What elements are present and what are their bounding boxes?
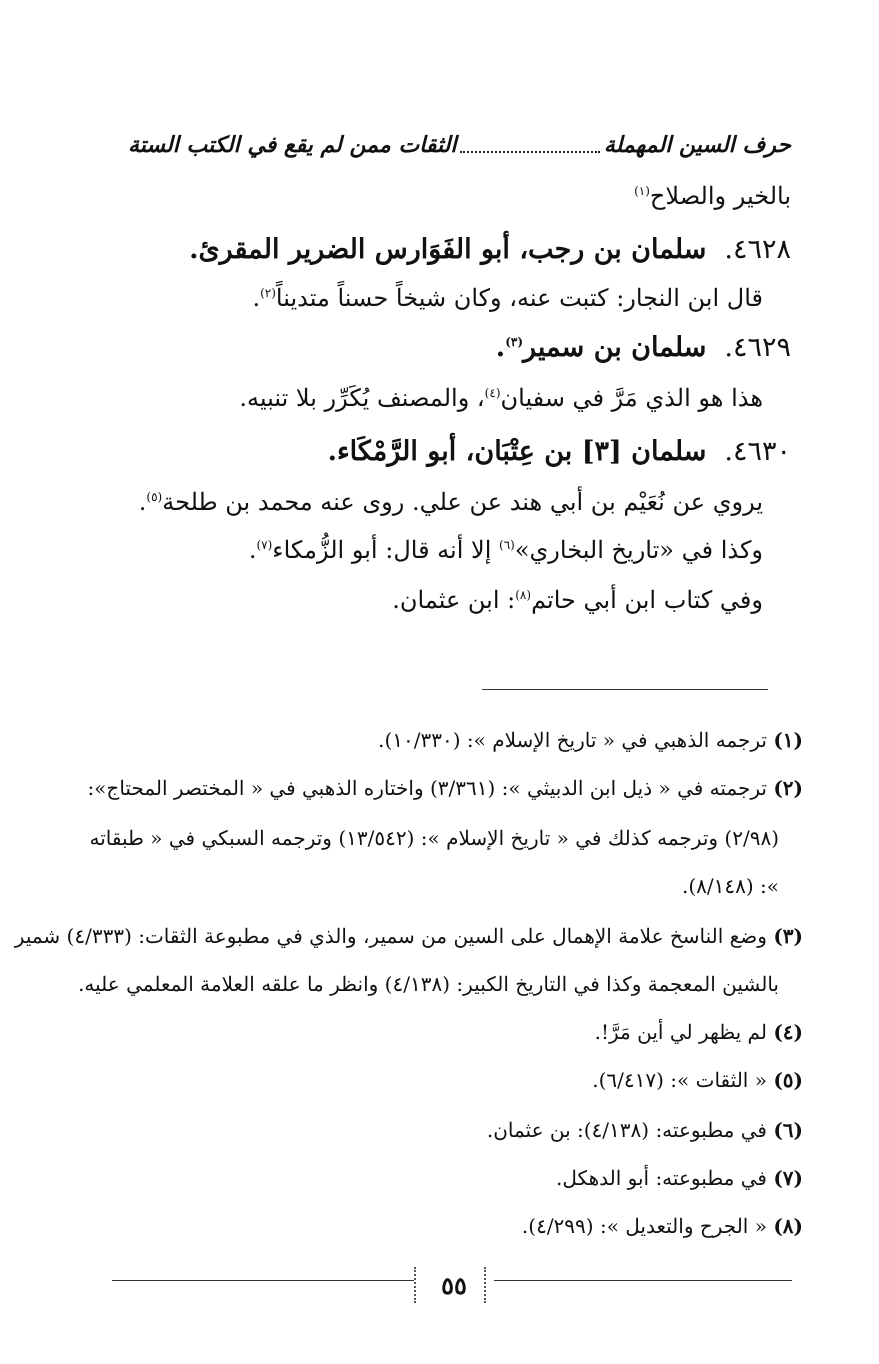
entry-4629: ٤٦٢٩.سلمان بن سمير$^{(٣)}$. <box>495 332 791 363</box>
entry-number: ٤٦٢٨. <box>724 234 791 265</box>
entry-title: سلمان بن رجب، أبو الفَوَارس الضرير المقرئ. <box>189 234 707 265</box>
text-line-6: وفي كتاب ابن أبي حاتم$^{(٨)}$: ابن عثمان. <box>392 586 763 614</box>
footnote-2-cont2: »: (٨/١٤٨). <box>681 874 779 898</box>
running-header <box>128 125 791 165</box>
footnote-ref: (٧) <box>256 538 273 552</box>
footnote-3: (٣) وضع الناسخ علامة الإهمال على السين من سمير، والذي في مطبوعة الثقات: (٤/٣٣٣) شمير <box>14 924 803 948</box>
footnote-5: (٥) « الثقات »: (٦/٤١٧). <box>592 1068 803 1092</box>
footnote-4: (٤) لم يظهر لي أين مَرَّ!. <box>594 1020 803 1044</box>
header-chapter: حرف السين المهملة <box>603 132 791 158</box>
text-line-4: يروي عن نُعَيْم بن أبي هند عن علي. روى عنه محمد بن طلحة$^{(٥)}$. <box>138 488 763 516</box>
footnote-7: (٧) في مطبوعته: أبو الدهكل. <box>556 1166 803 1190</box>
footnote-separator <box>482 689 768 690</box>
footnote-2: (٢) ترجمته في « ذيل ابن الدبيثي »: (٣/٣٦١) واختاره الذهبي في « المختصر المحتاج»: <box>87 776 803 800</box>
entry-number: ٤٦٣٠. <box>724 436 791 467</box>
text-line-1: بالخير والصلاح$^{(١)}$ <box>634 182 791 210</box>
footnote-ref: (٨) <box>515 588 532 602</box>
footnote-ref: (٥) <box>146 490 163 504</box>
footnote-6: (٦) في مطبوعته: (٤/١٣٨): بن عثمان. <box>486 1118 803 1142</box>
entry-number: ٤٦٢٩. <box>724 332 791 363</box>
page-number-box <box>414 1267 494 1303</box>
footnote-1: (١) ترجمه الذهبي في « تاريخ الإسلام »: (١٠/٣٣٠). <box>378 728 803 752</box>
page-number-ornament-right <box>484 1267 494 1303</box>
page-number-ornament-left <box>414 1267 424 1303</box>
page-number: ٥٥ <box>441 1270 467 1300</box>
header-dots <box>460 137 599 153</box>
footer-rule-left <box>112 1280 414 1281</box>
footnote-ref: (٤) <box>484 386 501 400</box>
footnote-ref: (٣) <box>505 335 524 349</box>
footnote-3-cont: بالشين المعجمة وكذا في التاريخ الكبير: (٤/١٣٨) وانظر ما علقه العلامة المعلمي عليه. <box>78 972 779 996</box>
entry-title: سلمان بن سمير <box>523 332 707 363</box>
footnote-2-cont: (٢/٩٨) وترجمه كذلك في « تاريخ الإسلام »: (١٣/٥٤٢) وترجمه السبكي في « طبقاته <box>89 826 779 850</box>
text-line-5: وكذا في «تاريخ البخاري»$^{(٦)}$ إلا أنه قال: أبو الزُّمكاء$^{(٧)}$. <box>248 536 763 564</box>
text-line-3: هذا هو الذي مَرَّ في سفيان$^{(٤)}$، والمصنف يُكَرِّر بلا تنبيه. <box>239 384 763 412</box>
footnote-ref: (٦) <box>499 538 515 552</box>
footnote-ref: (١) <box>634 184 650 198</box>
footnote-ref: (٢) <box>260 286 276 300</box>
text-line-2: قال ابن النجار: كتبت عنه، وكان شيخاً حسناً متديناً$^{(٢)}$. <box>252 284 763 312</box>
entry-4630 <box>328 436 791 467</box>
header-book-title: الثقات ممن لم يقع في الكتب الستة <box>128 132 457 158</box>
footer-rule-right <box>494 1280 792 1281</box>
footnote-8: (٨) « الجرح والتعديل »: (٤/٢٩٩). <box>521 1214 803 1238</box>
entry-4628 <box>189 234 791 265</box>
entry-title: سلمان [٣] بن عِتْبَان، أبو الرَّمْكَاء. <box>327 436 707 467</box>
